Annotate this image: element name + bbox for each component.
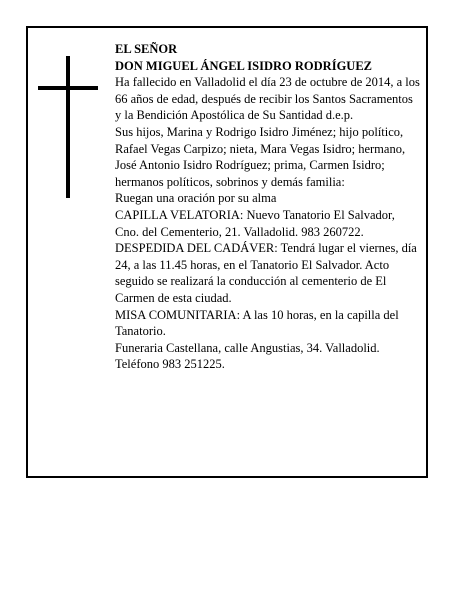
- farewell-info: DESPEDIDA DEL CADÁVER: Tendrá lugar el viernes, día 24, a las 11.45 horas, en el Tanatorio El Salvador. Acto seguido se realizará la conducción al cementerio de El Carmen de esta ciudad.: [115, 241, 417, 305]
- obituary-notice: [26, 26, 428, 478]
- cross-horizontal-bar: [38, 86, 98, 90]
- funeral-home-info: Funeraria Castellana, calle Angustias, 34. Valladolid. Teléfono 983 251225.: [115, 340, 380, 372]
- mass-info: MISA COMUNITARIA: A las 10 horas, en la capilla del Tanatorio.: [115, 307, 399, 339]
- notice-heading: EL SEÑOR: [115, 42, 178, 56]
- deceased-name: DON MIGUEL ÁNGEL ISIDRO RODRÍGUEZ: [115, 58, 372, 73]
- cross-vertical-bar: [66, 56, 70, 198]
- chapel-info: CAPILLA VELATORIA: Nuevo Tanatorio El Salvador, Cno. del Cementerio, 21. Valladolid. 983 260722.: [115, 207, 395, 239]
- family-list: Sus hijos, Marina y Rodrigo Isidro Jiménez; hijo político, Rafael Vegas Carpizo; nieta, Mara Vegas Isidro; hermano, José Antonio Isidro Rodríguez; prima, Carmen Isidro; hermanos políticos, sobrinos y demás familia:: [115, 124, 406, 189]
- death-announcement: Ha fallecido en Valladolid el día 23 de octubre de 2014, a los 66 años de edad, después de recibir los Santos Sacramentos y la Bendición Apostólica de Su Santidad d.e.p.: [115, 75, 420, 123]
- cross-icon: [38, 56, 98, 198]
- notice-text: [115, 41, 421, 373]
- prayer-request: Ruegan una oración por su alma: [115, 191, 277, 206]
